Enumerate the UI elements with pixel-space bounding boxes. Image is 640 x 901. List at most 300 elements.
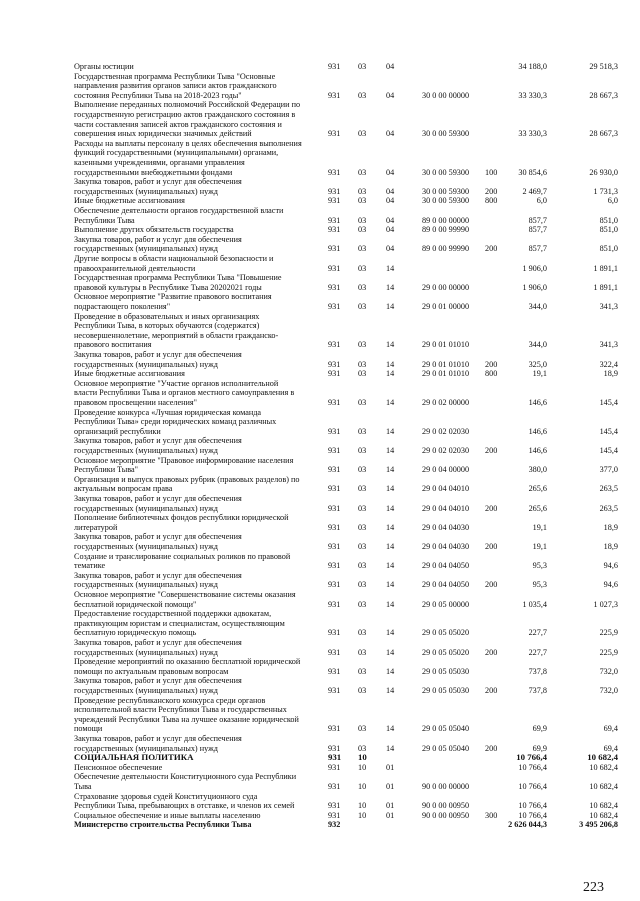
row-name-line: литературой bbox=[74, 522, 118, 532]
row-name-line: Предоставление государственной поддержки адвокатам, bbox=[74, 609, 272, 619]
table-row bbox=[0, 62, 640, 72]
amount-2023: 263,5 bbox=[599, 503, 618, 513]
table-row bbox=[0, 379, 640, 408]
target-article-code: 29 0 01 00000 bbox=[422, 301, 470, 311]
amount-2022: 1 035,4 bbox=[522, 599, 547, 609]
table-row bbox=[0, 494, 640, 513]
section-code: 03 bbox=[358, 398, 367, 407]
subsection-code: 01 bbox=[386, 810, 395, 820]
section-code: 03 bbox=[358, 599, 367, 609]
ministry-code: 931 bbox=[328, 628, 341, 638]
subsection-code: 14 bbox=[386, 743, 395, 753]
row-name-line: Основное мероприятие "Совершенствование системы оказания bbox=[74, 590, 296, 599]
amount-2022: 19,1 bbox=[532, 369, 547, 379]
table-row bbox=[0, 513, 640, 532]
amount-2022: 146,6 bbox=[528, 445, 547, 455]
table-row bbox=[0, 177, 640, 196]
amount-2023: 1 731,3 bbox=[593, 186, 618, 196]
table-row bbox=[0, 369, 640, 379]
row-name-line: Обеспечение деятельности Конституционного суда Республики bbox=[74, 772, 297, 782]
row-name bbox=[74, 734, 318, 753]
section-code: 03 bbox=[358, 129, 367, 139]
row-name-line: Министерство строительства Республики Тыва bbox=[74, 820, 252, 830]
amount-2022: 344,0 bbox=[528, 340, 547, 350]
subsection-code: 14 bbox=[386, 580, 395, 590]
row-name bbox=[74, 552, 318, 571]
amount-2023: 322,4 bbox=[599, 359, 618, 369]
row-name bbox=[74, 532, 318, 551]
expense-type-code: 200 bbox=[485, 580, 498, 590]
expense-type-code: 200 bbox=[485, 445, 498, 455]
section-code: 03 bbox=[358, 359, 367, 369]
row-name bbox=[74, 254, 318, 273]
row-name bbox=[74, 206, 318, 225]
amount-2023: 26 930,0 bbox=[589, 167, 618, 177]
ministry-code: 931 bbox=[328, 215, 341, 225]
ministry-code: 931 bbox=[328, 426, 341, 436]
table-row bbox=[0, 235, 640, 254]
section-code: 03 bbox=[358, 541, 367, 551]
row-name-line: Закупка товаров, работ и услуг для обеспечения bbox=[74, 532, 242, 542]
row-name-line: государственных (муниципальных) нужд bbox=[74, 743, 218, 753]
table-row bbox=[0, 638, 640, 657]
row-name bbox=[74, 753, 318, 763]
subsection-code: 04 bbox=[386, 215, 395, 225]
ministry-code: 931 bbox=[328, 301, 341, 311]
row-name bbox=[74, 696, 318, 734]
amount-2023: 10 682,4 bbox=[587, 752, 618, 763]
ministry-code: 931 bbox=[328, 369, 341, 379]
row-name bbox=[74, 638, 318, 657]
row-name-line: учреждений Республики Тыва на лучшее оказание юридической bbox=[74, 714, 299, 724]
row-name-line: исполнительной власти Республики Тыва и государственных bbox=[74, 705, 287, 715]
amount-2023: 851,0 bbox=[599, 244, 618, 254]
section-code: 03 bbox=[358, 522, 367, 532]
row-name-line: государственных (муниципальных) нужд bbox=[74, 647, 218, 657]
row-name-line: государственных (муниципальных) нужд bbox=[74, 580, 218, 590]
subsection-code: 14 bbox=[386, 541, 395, 551]
subsection-code: 14 bbox=[386, 647, 395, 657]
target-article-code: 29 0 04 04030 bbox=[422, 541, 470, 551]
ministry-code: 931 bbox=[328, 196, 341, 206]
expense-type-code: 200 bbox=[485, 685, 498, 695]
row-name-line: Органы юстиции bbox=[74, 62, 134, 71]
amount-2022: 2 469,7 bbox=[522, 186, 547, 196]
row-name-line: СОЦИАЛЬНАЯ ПОЛИТИКА bbox=[74, 752, 194, 763]
row-name bbox=[74, 609, 318, 638]
row-name-line: функций государственными (муниципальными) органами, bbox=[74, 148, 279, 158]
target-article-code: 29 0 05 05040 bbox=[422, 724, 470, 734]
ministry-code: 931 bbox=[328, 647, 341, 657]
subsection-code: 14 bbox=[386, 340, 395, 350]
subsection-code: 14 bbox=[386, 426, 395, 436]
amount-2022: 857,7 bbox=[528, 225, 547, 235]
ministry-code: 931 bbox=[328, 801, 341, 811]
expense-type-code: 200 bbox=[485, 647, 498, 657]
ministry-code: 932 bbox=[328, 820, 341, 830]
row-name bbox=[74, 513, 318, 532]
target-article-code: 30 0 00 59300 bbox=[422, 196, 470, 206]
amount-2022: 95,3 bbox=[532, 561, 547, 571]
ministry-code: 931 bbox=[328, 743, 341, 753]
row-name-line: Другие вопросы в области национальной безопасности и bbox=[74, 254, 274, 263]
row-name-line: правовом просвещении населения" bbox=[74, 398, 197, 407]
expense-type-code: 800 bbox=[485, 196, 498, 206]
table-row bbox=[0, 196, 640, 206]
table-row bbox=[0, 571, 640, 590]
row-name-line: Выполнение других обязательств государства bbox=[74, 225, 234, 235]
ministry-code: 931 bbox=[328, 263, 341, 273]
expense-type-code: 200 bbox=[485, 244, 498, 254]
table-row bbox=[0, 139, 640, 177]
row-name-line: Страхование здоровья судей Конституционного суда bbox=[74, 791, 258, 801]
subsection-code: 04 bbox=[386, 90, 395, 100]
row-name bbox=[74, 350, 318, 369]
row-name-line: Республики Тыва bbox=[74, 215, 135, 225]
subsection-code: 04 bbox=[386, 186, 395, 196]
row-name-line: Республики Тыва, в которых обучаются (содержатся) bbox=[74, 321, 260, 331]
amount-2023: 94,6 bbox=[603, 561, 618, 571]
table-row bbox=[0, 254, 640, 273]
target-article-code: 90 0 00 00950 bbox=[422, 801, 470, 811]
amount-2022: 10 766,4 bbox=[518, 781, 547, 791]
amount-2023: 6,0 bbox=[607, 196, 618, 206]
row-name bbox=[74, 772, 318, 791]
row-name-line: правового воспитания bbox=[74, 340, 152, 350]
amount-2023: 69,4 bbox=[603, 724, 618, 734]
ministry-code: 931 bbox=[328, 484, 341, 494]
amount-2022: 857,7 bbox=[528, 215, 547, 225]
amount-2022: 227,7 bbox=[528, 647, 547, 657]
target-article-code: 29 0 05 05030 bbox=[422, 685, 470, 695]
amount-2023: 341,3 bbox=[599, 340, 618, 350]
section-code: 03 bbox=[358, 369, 367, 379]
subsection-code: 04 bbox=[386, 244, 395, 254]
amount-2023: 29 518,3 bbox=[589, 62, 618, 71]
section-code: 03 bbox=[358, 465, 367, 475]
subsection-code: 14 bbox=[386, 599, 395, 609]
subsection-code: 04 bbox=[386, 225, 395, 235]
row-name-line: Закупка товаров, работ и услуг для обеспечения bbox=[74, 494, 242, 503]
section-code: 03 bbox=[358, 445, 367, 455]
target-article-code: 89 0 00 99990 bbox=[422, 244, 470, 254]
ministry-code: 931 bbox=[328, 781, 341, 791]
row-name-line: Проведение в образовательных и иных организациях bbox=[74, 311, 260, 321]
row-name-line: государственных (муниципальных) нужд bbox=[74, 244, 218, 254]
amount-2022: 146,6 bbox=[528, 398, 547, 407]
row-name-line: государственных (муниципальных) нужд bbox=[74, 503, 218, 513]
ministry-code: 931 bbox=[328, 541, 341, 551]
row-name-line: Проведение мероприятий по оказанию бесплатной юридической bbox=[74, 657, 301, 667]
ministry-code: 931 bbox=[328, 129, 341, 139]
row-name bbox=[74, 676, 318, 695]
target-article-code: 29 0 02 02030 bbox=[422, 426, 470, 436]
row-name-line: Организация и выпуск правовых рубрик (правовых разделов) по bbox=[74, 474, 300, 484]
expense-type-code: 200 bbox=[485, 503, 498, 513]
table-row bbox=[0, 811, 640, 821]
row-name-line: Проведение республиканского конкурса среди органов bbox=[74, 695, 266, 705]
target-article-code: 29 0 05 05020 bbox=[422, 628, 470, 638]
section-code: 10 bbox=[358, 781, 367, 791]
row-name bbox=[74, 225, 318, 235]
amount-2023: 145,4 bbox=[599, 445, 618, 455]
expense-type-code: 100 bbox=[485, 167, 498, 177]
amount-2023: 263,5 bbox=[599, 484, 618, 494]
ministry-code: 931 bbox=[328, 580, 341, 590]
row-name-line: Государственная программа Республики Тыва "Основные bbox=[74, 71, 276, 81]
section-code: 03 bbox=[358, 503, 367, 513]
row-name-line: помощи по актуальным правовым вопросам bbox=[74, 666, 229, 676]
row-name-line: власти Республики Тыва и органов местного самоуправления в bbox=[74, 388, 295, 398]
section-code: 03 bbox=[358, 225, 367, 235]
expense-type-code: 200 bbox=[485, 359, 498, 369]
table-row bbox=[0, 820, 640, 830]
row-name-line: Выполнение переданных полномочий Российской Федерации по bbox=[74, 100, 301, 110]
table-row bbox=[0, 273, 640, 292]
subsection-code: 04 bbox=[386, 196, 395, 206]
row-name-line: направления развития органов записи актов гражданского bbox=[74, 81, 277, 91]
amount-2023: 18,9 bbox=[603, 369, 618, 379]
subsection-code: 01 bbox=[386, 801, 395, 811]
ministry-code: 931 bbox=[328, 90, 341, 100]
row-name bbox=[74, 456, 318, 475]
amount-2023: 851,0 bbox=[599, 215, 618, 225]
row-name bbox=[74, 100, 318, 138]
ministry-code: 931 bbox=[328, 503, 341, 513]
ministry-code: 931 bbox=[328, 762, 341, 772]
ministry-code: 931 bbox=[328, 522, 341, 532]
row-name-line: части составления записей актов гражданского состояния и bbox=[74, 119, 282, 129]
row-name-line: Создание и транслирование социальных роликов по правовой bbox=[74, 551, 291, 561]
row-name-line: Основное мероприятие "Правовое информирование населения bbox=[74, 455, 294, 465]
subsection-code: 04 bbox=[386, 129, 395, 139]
table-row bbox=[0, 436, 640, 455]
target-article-code: 90 0 00 00000 bbox=[422, 781, 470, 791]
target-article-code: 29 0 04 04010 bbox=[422, 503, 470, 513]
subsection-code: 14 bbox=[386, 369, 395, 379]
expense-type-code: 800 bbox=[485, 369, 498, 379]
row-name bbox=[74, 408, 318, 437]
ministry-code: 931 bbox=[328, 599, 341, 609]
subsection-code: 14 bbox=[386, 522, 395, 532]
amount-2022: 1 906,0 bbox=[522, 282, 547, 292]
row-name bbox=[74, 62, 318, 72]
row-name-line: Закупка товаров, работ и услуг для обеспечения bbox=[74, 570, 242, 580]
subsection-code: 14 bbox=[386, 628, 395, 638]
subsection-code: 14 bbox=[386, 685, 395, 695]
table-row bbox=[0, 312, 640, 350]
row-name-line: подрастающего поколения" bbox=[74, 301, 171, 311]
amount-2023: 341,3 bbox=[599, 301, 618, 311]
section-code: 03 bbox=[358, 215, 367, 225]
amount-2022: 69,9 bbox=[532, 724, 547, 734]
ministry-code: 931 bbox=[328, 666, 341, 676]
row-name-line: Социальное обеспечение и иные выплаты населению bbox=[74, 810, 261, 820]
section-code: 03 bbox=[358, 62, 367, 71]
row-name-line: бесплатной юридической помощи" bbox=[74, 599, 197, 609]
target-article-code: 89 0 00 00000 bbox=[422, 215, 470, 225]
row-name bbox=[74, 273, 318, 292]
amount-2023: 10 682,4 bbox=[589, 810, 618, 820]
target-article-code: 29 0 01 01010 bbox=[422, 340, 470, 350]
amount-2022: 10 766,4 bbox=[518, 810, 547, 820]
row-name-line: Республики Тыва» среди юридических команд различных bbox=[74, 417, 277, 427]
amount-2022: 10 766,4 bbox=[518, 801, 547, 811]
amount-2023: 1 027,3 bbox=[593, 599, 618, 609]
target-article-code: 29 0 05 05040 bbox=[422, 743, 470, 753]
row-name-line: Закупка товаров, работ и услуг для обеспечения bbox=[74, 734, 242, 743]
ministry-code: 931 bbox=[328, 244, 341, 254]
expense-type-code: 200 bbox=[485, 186, 498, 196]
amount-2022: 33 330,3 bbox=[518, 90, 547, 100]
table-row bbox=[0, 552, 640, 571]
amount-2023: 1 891,1 bbox=[593, 263, 618, 273]
row-name-line: Пополнение библиотечных фондов республики юридической bbox=[74, 513, 289, 523]
amount-2022: 10 766,4 bbox=[516, 752, 547, 763]
row-name-line: правовой культуры в Республике Тыва 20202021 годы bbox=[74, 282, 262, 292]
expense-type-code: 300 bbox=[485, 810, 498, 820]
section-code: 03 bbox=[358, 186, 367, 196]
row-name bbox=[74, 235, 318, 254]
row-name-line: Закупка товаров, работ и услуг для обеспечения bbox=[74, 350, 242, 359]
target-article-code: 29 0 01 01010 bbox=[422, 359, 470, 369]
target-article-code: 30 0 00 59300 bbox=[422, 129, 470, 139]
subsection-code: 14 bbox=[386, 301, 395, 311]
table-row bbox=[0, 772, 640, 791]
row-name-line: совершения иных юридически значимых действий bbox=[74, 129, 252, 139]
subsection-code: 14 bbox=[386, 484, 395, 494]
row-name bbox=[74, 763, 318, 773]
row-name-line: Расходы на выплаты персоналу в целях обеспечения выполнения bbox=[74, 138, 302, 148]
row-name-line: государственных (муниципальных) нужд bbox=[74, 359, 218, 369]
row-name bbox=[74, 494, 318, 513]
subsection-code: 14 bbox=[386, 359, 395, 369]
target-article-code: 30 0 00 59300 bbox=[422, 167, 470, 177]
amount-2023: 10 682,4 bbox=[589, 762, 618, 772]
section-code: 10 bbox=[358, 752, 367, 763]
row-name-line: Закупка товаров, работ и услуг для обеспечения bbox=[74, 676, 242, 686]
row-name bbox=[74, 820, 318, 830]
row-name-line: Проведение конкурса «Лучшая юридическая команда bbox=[74, 407, 262, 417]
table-row bbox=[0, 753, 640, 763]
row-name-line: государственных (муниципальных) нужд bbox=[74, 541, 218, 551]
target-article-code: 29 0 01 01010 bbox=[422, 369, 470, 379]
target-article-code: 29 0 02 02030 bbox=[422, 445, 470, 455]
row-name bbox=[74, 436, 318, 455]
row-name bbox=[74, 177, 318, 196]
row-name-line: государственных (муниципальных) нужд bbox=[74, 445, 218, 455]
subsection-code: 01 bbox=[386, 781, 395, 791]
subsection-code: 01 bbox=[386, 762, 395, 772]
row-name-line: государственных (муниципальных) нужд bbox=[74, 186, 218, 196]
amount-2022: 19,1 bbox=[532, 522, 547, 532]
table-row bbox=[0, 475, 640, 494]
target-article-code: 90 0 00 00950 bbox=[422, 810, 470, 820]
amount-2022: 69,9 bbox=[532, 743, 547, 753]
amount-2023: 10 682,4 bbox=[589, 781, 618, 791]
table-row bbox=[0, 676, 640, 695]
table-row bbox=[0, 292, 640, 311]
table-row bbox=[0, 590, 640, 609]
row-name-line: Государственная программа Республики Тыва "Повышение bbox=[74, 273, 282, 283]
subsection-code: 04 bbox=[386, 62, 395, 71]
section-code: 03 bbox=[358, 426, 367, 436]
ministry-code: 931 bbox=[328, 810, 341, 820]
amount-2022: 265,6 bbox=[528, 503, 547, 513]
section-code: 03 bbox=[358, 561, 367, 571]
target-article-code: 29 0 00 00000 bbox=[422, 282, 470, 292]
row-name-line: практикующим юристам и специалистам, осуществляющим bbox=[74, 618, 285, 628]
section-code: 03 bbox=[358, 666, 367, 676]
section-code: 03 bbox=[358, 743, 367, 753]
amount-2022: 1 906,0 bbox=[522, 263, 547, 273]
row-name bbox=[74, 379, 318, 408]
row-name bbox=[74, 811, 318, 821]
section-code: 03 bbox=[358, 282, 367, 292]
subsection-code: 14 bbox=[386, 465, 395, 475]
subsection-code: 14 bbox=[386, 666, 395, 676]
table-row bbox=[0, 734, 640, 753]
ministry-code: 931 bbox=[328, 340, 341, 350]
row-name-line: Закупка товаров, работ и услуг для обеспечения bbox=[74, 177, 242, 187]
row-name bbox=[74, 657, 318, 676]
table-row bbox=[0, 657, 640, 676]
table-row bbox=[0, 408, 640, 437]
row-name bbox=[74, 139, 318, 177]
amount-2023: 851,0 bbox=[599, 225, 618, 235]
subsection-code: 04 bbox=[386, 167, 395, 177]
table-row bbox=[0, 206, 640, 225]
amount-2022: 10 766,4 bbox=[518, 762, 547, 772]
subsection-code: 14 bbox=[386, 561, 395, 571]
subsection-code: 14 bbox=[386, 263, 395, 273]
row-name-line: государственную регистрацию актов гражданского состояния в bbox=[74, 110, 296, 119]
amount-2023: 1 891,1 bbox=[593, 282, 618, 292]
table-row bbox=[0, 225, 640, 235]
row-name bbox=[74, 571, 318, 590]
row-name bbox=[74, 312, 318, 350]
amount-2022: 2 626 044,3 bbox=[508, 820, 547, 830]
target-article-code: 29 0 04 00000 bbox=[422, 465, 470, 475]
target-article-code: 30 0 00 59300 bbox=[422, 186, 470, 196]
amount-2023: 145,4 bbox=[599, 426, 618, 436]
row-name bbox=[74, 292, 318, 311]
row-name-line: Пенсионное обеспечение bbox=[74, 762, 163, 772]
subsection-code: 14 bbox=[386, 724, 395, 734]
section-code: 10 bbox=[358, 810, 367, 820]
section-code: 03 bbox=[358, 90, 367, 100]
subsection-code: 14 bbox=[386, 282, 395, 292]
table-row bbox=[0, 609, 640, 638]
ministry-code: 931 bbox=[328, 445, 341, 455]
row-name-line: Закупка товаров, работ и услуг для обеспечения bbox=[74, 436, 242, 446]
page-number: 223 bbox=[583, 880, 604, 895]
row-name-line: правоохранительной деятельности bbox=[74, 263, 196, 273]
target-article-code: 29 0 04 04050 bbox=[422, 580, 470, 590]
section-code: 03 bbox=[358, 263, 367, 273]
amount-2023: 225,9 bbox=[599, 647, 618, 657]
amount-2022: 19,1 bbox=[532, 541, 547, 551]
row-name-line: казенными учреждениями, органами управления bbox=[74, 158, 245, 167]
row-name-line: Тыва bbox=[74, 781, 92, 791]
expense-type-code: 200 bbox=[485, 743, 498, 753]
amount-2022: 6,0 bbox=[536, 196, 547, 206]
row-name bbox=[74, 72, 318, 101]
subsection-code: 14 bbox=[386, 445, 395, 455]
ministry-code: 931 bbox=[328, 225, 341, 235]
row-name-line: государственными внебюджетными фондами bbox=[74, 167, 233, 177]
row-name-line: Иные бюджетные ассигнования bbox=[74, 196, 185, 206]
